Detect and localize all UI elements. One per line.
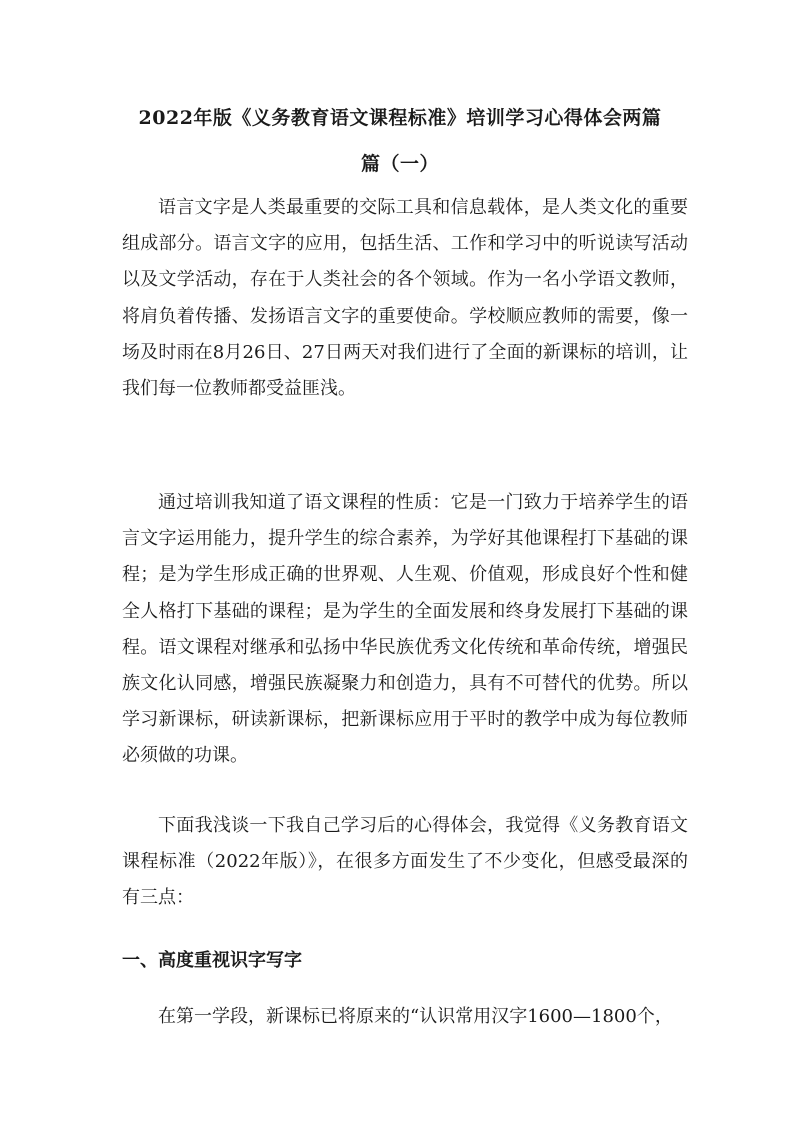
document-subtitle: 篇（一） xyxy=(360,153,439,175)
paragraph-1: 语言文字是人类最重要的交际工具和信息载体，是人类文化的重要组成部分。语言文字的应用，包括生活、工作和学习中的听说读写活动以及文学活动，存在于人类社会的各个领域。作为一名小学语文教师，将肩负着传播、发扬语言文字的重要使命。学校顺应教师的需要，像一场及时雨在8月26日、27日两天对我们进行了全面的新课标的培训，让我们每一位教师都受益匪浅。 xyxy=(122,197,688,400)
section-paragraph: 在第一学段，新课标已将原来的“认识常用汉字1600—1800个， xyxy=(158,1006,673,1027)
section-heading: 一、高度重视识字写字 xyxy=(122,950,302,971)
paragraph-2: 通过培训我知道了语文课程的性质：它是一门致力于培养学生的语言文字运用能力，提升学生的综合素养，为学好其他课程打下基础的课程；是为学生形成正确的世界观、人生观、价值观，形成良好个性和健全人格打下基础的课程；是为学生的全面发展和终身发展打下基础的课程。语文课程对继承和弘扬中华民族优秀文化传统和革命传统，增强民族文化认同感，增强民族凝聚力和创造力，具有不可替代的优势。所以学习新课标，研读新课标，把新课标应用于平时的教学中成为每位教师必须做的功课。 xyxy=(122,492,688,767)
document-title: 2022年版《义务教育语文课程标准》培训学习心得体会两篇 xyxy=(138,107,662,129)
paragraph-3: 下面我浅谈一下我自己学习后的心得体会，我觉得《义务教育语文课程标准（2022年版）》，在很多方面发生了不少变化，但感受最深的有三点： xyxy=(122,815,688,909)
